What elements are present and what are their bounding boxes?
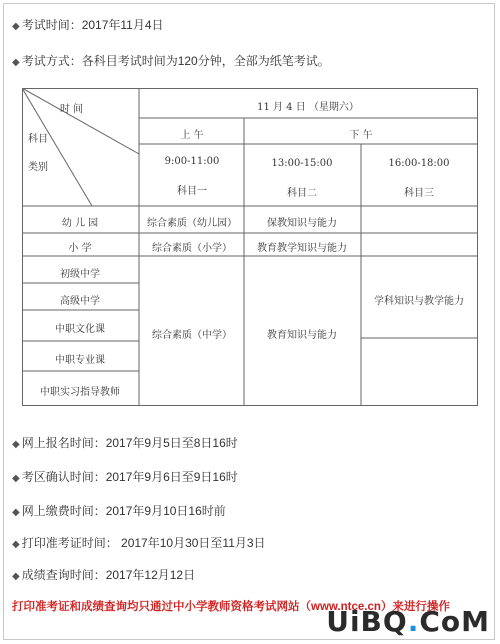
diamond-bullet-icon: ◆: [12, 473, 20, 484]
diamond-bullet-icon: ◆: [12, 539, 20, 550]
slot2-subject: 科目二: [287, 188, 317, 199]
cell-secondary-subject1: 综合素质（中学）: [152, 330, 232, 341]
diamond-bullet-icon: ◆: [12, 571, 20, 582]
corner-category-label: 类别: [28, 162, 48, 173]
slot3-time: 16:00-18:00: [388, 158, 450, 169]
corner-time-label: 时 间: [60, 104, 84, 115]
cell-kg-subject1: 综合素质（幼儿园）: [147, 218, 237, 229]
payment-text: 网上缴费时间：2017年9月10日16时前: [21, 504, 226, 518]
row-kindergarten: 幼 儿 园: [61, 218, 99, 229]
diamond-bullet-icon: ◆: [12, 439, 20, 450]
exam-method-text: 考试方式：各科目考试时间为120分钟，全部为纸笔考试。: [21, 54, 330, 68]
corner-subject-label: 科目: [28, 134, 48, 145]
exam-method-line: [12, 52, 330, 69]
exam-date-line: [12, 16, 164, 33]
registration-text: 网上报名时间：2017年9月5日至8日16时: [21, 436, 238, 450]
cell-primary-subject2: 教育教学知识与能力: [257, 243, 347, 254]
cell-secondary-subject3: 学科知识与教学能力: [374, 296, 464, 307]
row-junior: 初级中学: [60, 269, 100, 280]
slot2-time: 13:00-15:00: [271, 158, 333, 169]
date-header: 11 月 4 日 （星期六）: [257, 102, 359, 113]
confirmation-text: 考区确认时间：2017年9月6日至9日16时: [21, 470, 238, 484]
registration-line: [12, 434, 238, 451]
admission-ticket-line: [12, 534, 266, 551]
row-primary: 小 学: [68, 243, 92, 254]
row-vocational-culture: 中职文化课: [55, 324, 105, 335]
notice-text: 打印准考证和成绩查询均只通过中小学教师资格考试网站（www.ntce.cn）来进行操作: [12, 601, 450, 613]
diamond-bullet-icon: ◆: [12, 21, 20, 32]
results-line: [12, 566, 195, 583]
diamond-bullet-icon: ◆: [12, 57, 20, 68]
confirmation-line: [12, 468, 238, 485]
slot3-subject: 科目三: [404, 188, 434, 199]
results-text: 成绩查询时间：2017年12月12日: [21, 568, 196, 582]
slot1-subject: 科目一: [177, 186, 207, 197]
cell-primary-subject1: 综合素质（小学）: [152, 243, 232, 254]
uibq-watermark-logo: [326, 605, 490, 638]
diamond-bullet-icon: ◆: [12, 507, 20, 518]
morning-header: 上 午: [180, 130, 204, 141]
exam-date-text: 考试时间：2017年11月4日: [21, 18, 164, 32]
payment-line: [12, 502, 226, 519]
admission-ticket-text: 打印准考证时间： 2017年10月30日至11月3日: [21, 536, 266, 550]
exam-schedule-table: [22, 88, 478, 406]
row-vocational-practice: 中职实习指导教师: [40, 387, 120, 398]
row-senior: 高级中学: [60, 296, 100, 307]
logo-brand: UiBQ: [326, 605, 408, 638]
logo-suffix: CoM: [419, 605, 490, 638]
afternoon-header: 下 午: [349, 130, 373, 141]
row-vocational-major: 中职专业课: [55, 355, 105, 366]
cell-secondary-subject2: 教育知识与能力: [267, 330, 337, 341]
logo-dot: .: [407, 605, 420, 638]
cell-kg-subject2: 保教知识与能力: [267, 218, 337, 229]
slot1-time: 9:00-11:00: [164, 156, 220, 167]
